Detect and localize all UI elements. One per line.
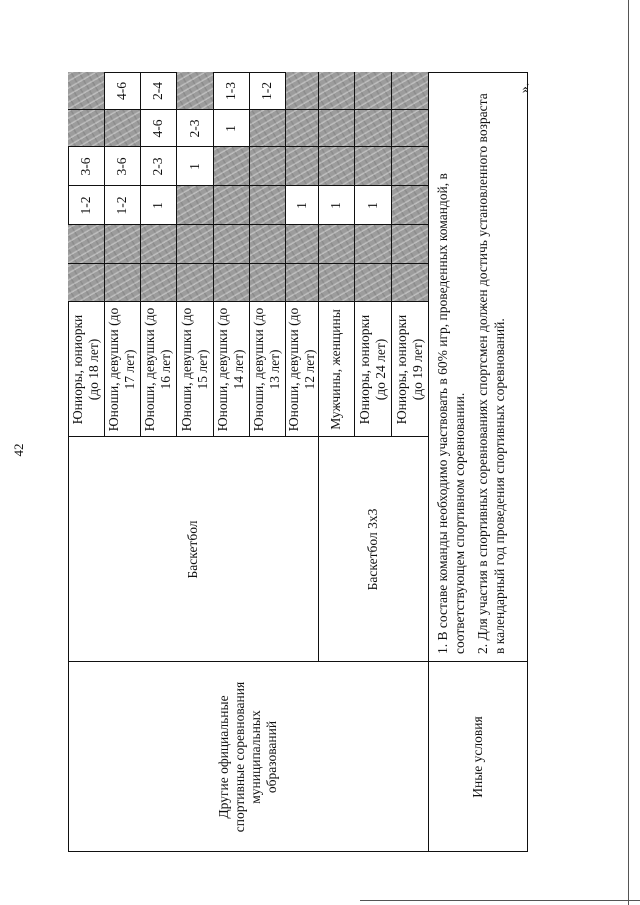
group-label: Юниоры, юниорки (до 19 лет) [393, 314, 425, 425]
sport-basketball-3x3: Баскетбол 3х3 [365, 508, 380, 591]
row-divider [104, 72, 105, 437]
result-cell [176, 264, 213, 302]
result-cell: 1 [328, 202, 343, 209]
result-cell: 1 [186, 163, 202, 170]
result-cell: 1 [223, 125, 238, 132]
closing-quote: ». [517, 82, 533, 94]
group-label: Юноши, девушки (до 15 лет) [178, 307, 210, 432]
result-cell [318, 264, 354, 302]
result-cell [391, 225, 428, 264]
result-cell: 4-6 [114, 82, 129, 100]
result-cell [140, 225, 176, 264]
result-cell [213, 147, 249, 186]
col-divider [68, 185, 428, 186]
category-header: Другие официальные спортивные соревнования муниципальных образований [216, 681, 279, 833]
result-cell [249, 225, 285, 264]
result-cell [318, 147, 354, 186]
result-cell: 2-4 [150, 82, 165, 100]
scan-edge-line [628, 0, 629, 905]
result-cell [285, 110, 318, 147]
result-cell [249, 147, 285, 186]
col-divider [68, 146, 428, 147]
result-cell [68, 110, 104, 147]
group-label: Юниоры, юниорки (до 18 лет) [70, 314, 101, 425]
result-cell: 4-6 [150, 119, 165, 138]
result-cell: 1 [150, 202, 165, 209]
row-divider [354, 72, 355, 437]
result-cell: 1 [293, 202, 309, 209]
divider [428, 72, 429, 852]
result-cell [176, 72, 213, 110]
sport-divider [318, 437, 319, 662]
result-cell [391, 147, 428, 186]
result-cell [354, 147, 391, 186]
other-conditions-label: Иные условия [470, 716, 485, 798]
result-cell [104, 264, 140, 302]
result-cell: 3-6 [78, 157, 93, 176]
sport-basketball: Баскетбол [185, 520, 200, 579]
row-divider [285, 72, 286, 437]
row-divider [391, 72, 392, 437]
result-cell: 3-6 [114, 157, 129, 176]
result-cell [104, 225, 140, 264]
col-divider [68, 224, 428, 225]
result-cell [391, 186, 428, 225]
divider [68, 661, 528, 662]
group-label: Юноши, девушки (до 16 лет) [142, 307, 173, 432]
result-cell [318, 110, 354, 147]
result-cell: 1 [364, 202, 380, 209]
row-divider [318, 72, 319, 437]
result-cell [176, 225, 213, 264]
group-label: Юноши, девушки (до 12 лет) [285, 307, 317, 432]
row-divider [213, 72, 214, 437]
result-cell [391, 110, 428, 147]
result-cell [318, 225, 354, 264]
result-cell [249, 264, 285, 302]
row-divider [176, 72, 177, 437]
group-label: Мужчины, женщины [328, 309, 343, 430]
result-cell [285, 147, 318, 186]
result-cell [354, 225, 391, 264]
note-1: 1. В составе команды необходимо участвовать в 60% игр, проведенных командой, в соответствующем спортивном соревновании. [435, 173, 467, 654]
col-divider [68, 263, 428, 264]
col-divider [68, 109, 428, 110]
result-cell [213, 264, 249, 302]
page-number: 42 [11, 443, 26, 457]
result-cell [104, 110, 140, 147]
group-label: Юноши, девушки (до 14 лет) [215, 307, 246, 432]
result-cell: 2-3 [186, 119, 202, 138]
group-label: Юноши, девушки (до 13 лет) [251, 307, 282, 432]
group-label: Юноши, девушки (до 17 лет) [106, 307, 137, 432]
result-cell [213, 225, 249, 264]
result-cell [213, 186, 249, 225]
result-cell [354, 72, 391, 110]
result-cell [354, 110, 391, 147]
result-cell [68, 72, 104, 110]
result-cell: 1-2 [259, 82, 274, 100]
result-cell [140, 264, 176, 302]
result-cell [249, 186, 285, 225]
result-cell [391, 72, 428, 110]
result-cell [249, 110, 285, 147]
result-cell [318, 72, 354, 110]
note-2: 2. Для участия в спортивных соревнованиях спортсмен должен достичь установленного возраста в календарный год проведения спортивных соревнований. [475, 93, 507, 654]
result-cell: 2-3 [150, 157, 165, 176]
result-cell [176, 186, 213, 225]
group-label: Юниоры, юниорки (до 24 лет) [356, 314, 388, 425]
result-cell: 1-2 [78, 196, 93, 215]
scan-edge-line-bottom [360, 900, 640, 901]
result-cell [68, 225, 104, 264]
result-cell [285, 72, 318, 110]
result-cell [68, 264, 104, 302]
col-divider [68, 301, 428, 302]
result-cell [354, 264, 391, 302]
row-divider [140, 72, 141, 437]
result-cell [285, 264, 318, 302]
result-cell [285, 225, 318, 264]
result-cell: 1-2 [114, 196, 129, 215]
result-cell: 1-3 [223, 82, 238, 100]
result-cell [391, 264, 428, 302]
row-divider [249, 72, 250, 437]
rotated-table [68, 72, 528, 852]
